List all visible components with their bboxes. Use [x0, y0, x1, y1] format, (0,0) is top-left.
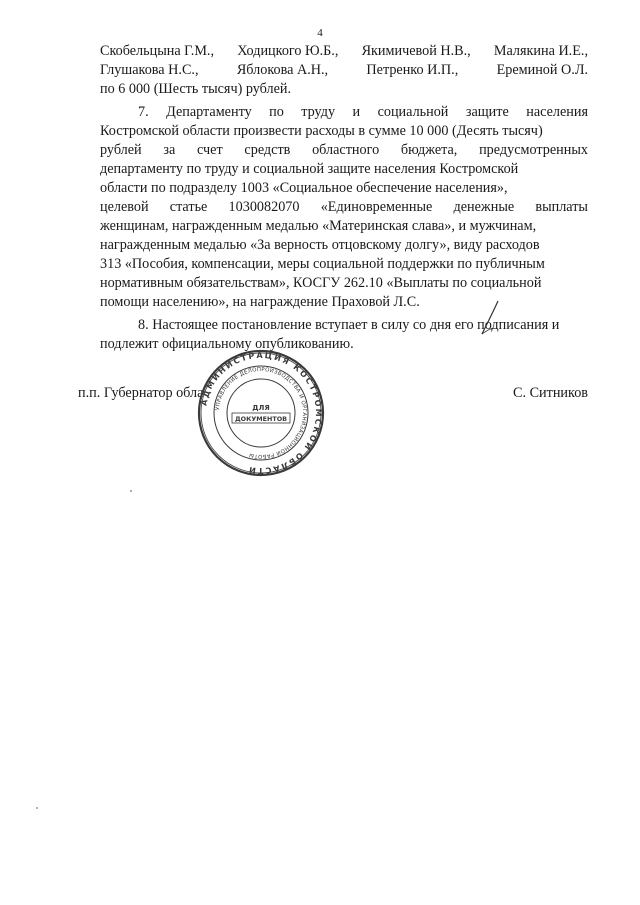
text-line — [100, 274, 588, 293]
word: подлежит официальному опубликованию. — [100, 336, 354, 352]
word: выплаты — [535, 199, 588, 215]
paragraph-8 — [100, 316, 588, 354]
word: области по подразделу 1003 «Социальное обеспечение населения», — [100, 180, 508, 196]
signature-block — [78, 385, 588, 402]
word: Петренко И.П., — [366, 62, 459, 78]
word: 7. — [138, 104, 149, 120]
word: Ходицкого Ю.Б., — [237, 43, 339, 59]
text-line — [100, 255, 588, 274]
word: Костромской области произвести расходы в сумме 10 000 (Десять тысяч) — [100, 123, 543, 139]
word: 313 «Пособия, компенсации, меры социальной поддержки по публичным — [100, 256, 545, 272]
text-line — [100, 61, 588, 80]
text-line — [100, 103, 588, 122]
document-body — [100, 42, 588, 354]
word: Малякина И.Е., — [493, 43, 588, 59]
word: защите — [465, 104, 509, 120]
seal-outer-text: АДМИНИСТРАЦИЯ КОСТРОМСКОЙ ОБЛАСТИ — [199, 350, 324, 476]
text-line — [100, 236, 588, 255]
text-line — [100, 293, 588, 312]
official-seal-icon — [196, 348, 326, 478]
signatory-name: С. Ситников — [513, 385, 588, 401]
word: целевой — [100, 199, 149, 215]
seal-inner-text: УПРАВЛЕНИЕ ДЕЛОПРОИЗВОДСТВА И ОРГАНИЗАЦИОННОЙ РАБОТЫ — [215, 366, 308, 460]
word: предусмотренных — [479, 142, 588, 158]
text-line — [100, 80, 588, 99]
word: Глушакова Н.С., — [100, 62, 199, 78]
word: награжденным медалью «За верность отцовскому долгу», виду расходов — [100, 237, 540, 253]
word: нормативным обязательствам», КОСГУ 262.10 «Выплаты по социальной — [100, 275, 542, 291]
word: и — [352, 104, 361, 120]
word: Департаменту — [166, 104, 252, 120]
word: Ереминой О.Л. — [496, 62, 588, 78]
paragraph-7 — [100, 103, 588, 312]
word: 1030082070 — [228, 199, 300, 215]
signatory-position: п.п. Губернатор обла — [78, 385, 204, 401]
word: Якимичевой Н.В., — [361, 43, 471, 59]
word: населения — [526, 104, 588, 120]
word: социальной — [377, 104, 449, 120]
word: помощи населению», на награждение Праховой Л.С. — [100, 294, 420, 310]
word: за — [163, 142, 176, 158]
word: бюджета, — [400, 142, 458, 158]
text-line — [100, 160, 588, 179]
text-line — [100, 198, 588, 217]
word: по 6 000 (Шесть тысяч) рублей. — [100, 81, 292, 97]
word: труду — [301, 104, 336, 120]
scan-speck — [36, 807, 38, 809]
scan-speck — [130, 490, 132, 492]
text-line — [100, 217, 588, 236]
signature-stroke-icon — [476, 298, 506, 338]
word: Скобельцына Г.М., — [100, 43, 215, 59]
word: 8. Настоящее постановление вступает в силу со дня его подписания и — [138, 317, 560, 333]
seal-center-top: ДЛЯ — [252, 404, 270, 412]
word: женщинам, награжденным медалью «Материнская слава», и мужчинам, — [100, 218, 537, 234]
word: «Единовременные — [320, 199, 433, 215]
text-line — [100, 179, 588, 198]
text-line — [100, 42, 588, 61]
paragraph-continuation — [100, 42, 588, 99]
text-line — [100, 335, 588, 354]
word: Яблокова А.Н., — [236, 62, 329, 78]
seal-center-bottom: ДОКУМЕНТОВ — [234, 415, 288, 423]
word: денежные — [453, 199, 515, 215]
text-line — [100, 316, 588, 335]
text-line — [100, 122, 588, 141]
word: по — [269, 104, 284, 120]
word: областного — [312, 142, 380, 158]
word: статье — [169, 199, 208, 215]
word: департаменту по труду и социальной защите населения Костромской — [100, 161, 519, 177]
word: счет — [197, 142, 223, 158]
word: средств — [244, 142, 291, 158]
text-line — [100, 141, 588, 160]
word: рублей — [100, 142, 142, 158]
page-number: 4 — [317, 27, 323, 39]
